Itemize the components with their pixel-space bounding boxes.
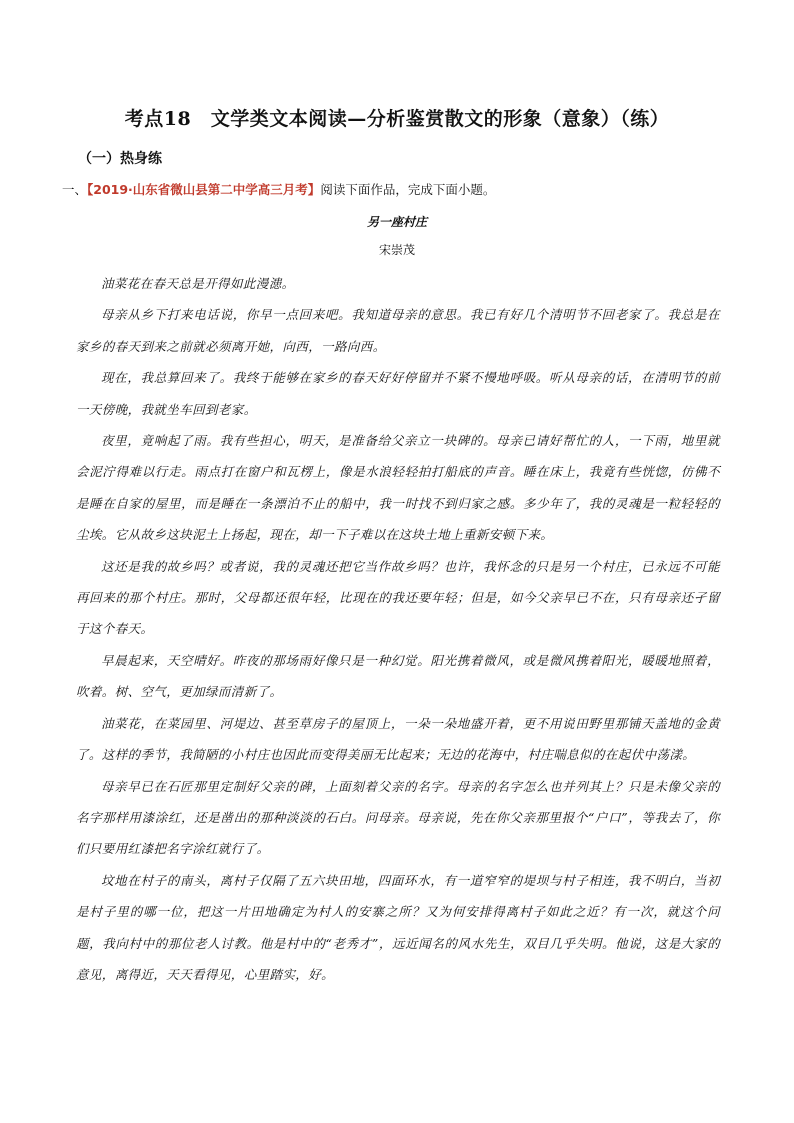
- paragraph: 油菜花，在菜园里、河堤边、甚至草房子的屋顶上，一朵一朵地盛开着，更不用说田野里那铺天盖地的金黄了。这样的季节，我简陋的小村庄也因此而变得美丽无比起来；无边的花海中，村庄喘息似的在起伏中荡漾。: [76, 715, 720, 763]
- question-instruction: 阅读下面作品，完成下面小题。: [320, 182, 496, 197]
- passage-title: 另一座村庄: [366, 215, 427, 229]
- question-source: 【2019·山东省微山县第二中学高三月考】: [87, 182, 321, 197]
- paragraph: 母亲早已在石匠那里定制好父亲的碑，上面刻着父亲的名字。母亲的名字怎么也并列其上？只是未像父亲的名字那样用漆涂红，还是凿出的那种淡淡的石白。问母亲。母亲说，先在你父亲那里报个“户口”，等我去了，你们只要用红漆把名字涂红就行了。: [76, 778, 720, 857]
- section-heading: （一）热身练: [78, 151, 162, 167]
- page-title: 考点18 文学类文本阅读—分析鉴赏散文的形象（意象）（练）: [124, 108, 670, 130]
- paragraph: 夜里，竟响起了雨。我有些担心，明天，是准备给父亲立一块碑的。母亲已请好帮忙的人，一下雨，地里就会泥泞得难以行走。雨点打在窗户和瓦楞上，像是水浪轻轻拍打船底的声音。睡在床上，我竟有些恍惚，仿佛不是睡在自家的屋里，而是睡在一条漂泊不止的船中，我一时找不到归家之感。多少年了，我的灵魂是一粒轻轻的尘埃。它从故乡这块泥土上扬起，现在，却一下子难以在这块土地上重新安顿下来。: [76, 433, 720, 543]
- paragraph: 母亲从乡下打来电话说，你早一点回来吧。我知道母亲的意思。我已有好几个清明节不回老家了。我总是在家乡的春天到来之前就必须离开她，向西，一路向西。: [76, 307, 720, 354]
- question-line: [62, 180, 495, 198]
- paragraph: 油菜花在春天总是开得如此漫漶。: [101, 276, 295, 291]
- paragraph: 这还是我的故乡吗？或者说，我的灵魂还把它当作故乡吗？也许，我怀念的只是另一个村庄，已永远不可能再回来的那个村庄。那时，父母都还很年轻，比现在的我还要年轻；但是，如今父亲早已不在，只有母亲还孑留于这个春天。: [76, 558, 720, 637]
- paragraph: 早晨起来，天空晴好。昨夜的那场雨好像只是一种幻觉。阳光携着微风，或是微风携着阳光，暖暖地照着，吹着。树、空气，更加绿而清新了。: [76, 652, 720, 700]
- question-number: 一、: [62, 182, 88, 197]
- paragraph: 坟地在村子的南头，离村子仅隔了五六块田地，四面环水，有一道窄窄的堤坝与村子相连，我不明白，当初是村子里的哪一位，把这一片田地确定为村人的安寨之所？又为何安排得离村子如此之近？有一次，就这个问题，我向村中的那位老人讨教。他是村中的“老秀才”，远近闻名的风水先生，双目几乎失明。他说，这是大家的意见，离得近，天天看得见，心里踏实，好。: [76, 872, 720, 982]
- passage-author: 宋崇茂: [378, 243, 415, 257]
- passage-body: [76, 268, 720, 990]
- paragraph: 现在，我总算回来了。我终于能够在家乡的春天好好停留并不紧不慢地呼吸。听从母亲的话，在清明节的前一天傍晚，我就坐车回到老家。: [76, 370, 720, 417]
